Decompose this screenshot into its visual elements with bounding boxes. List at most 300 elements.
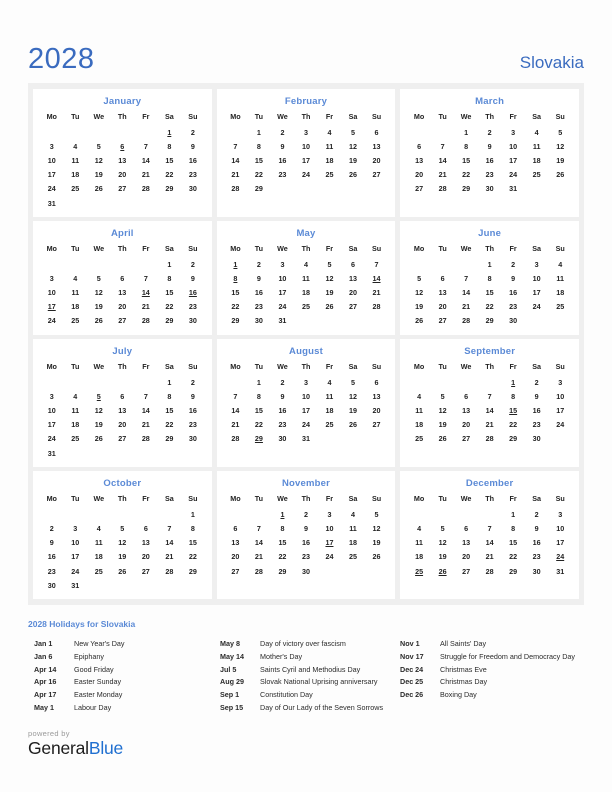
week-row — [224, 314, 389, 328]
day-cell: 23 — [532, 420, 541, 430]
day-cell-holiday: 5 — [96, 391, 101, 401]
day-cell: 24 — [301, 420, 310, 430]
weekday-header: Fr — [142, 362, 150, 372]
day-cell-empty — [431, 375, 455, 389]
day-cell: 26 — [438, 434, 447, 444]
day-cell: 22 — [462, 170, 471, 180]
page-title-year: 2028 — [28, 43, 95, 75]
weekday-header: Tu — [438, 244, 447, 254]
day-cell: 1 — [511, 509, 516, 519]
day-cell: 13 — [372, 141, 381, 151]
day-cell: 24 — [532, 302, 541, 312]
day-cell: 21 — [485, 420, 494, 430]
day-cell-empty — [548, 182, 572, 196]
holiday-column — [220, 638, 400, 714]
month-card-july — [33, 339, 212, 467]
day-cell-holiday: 8 — [233, 273, 238, 283]
day-cell: 19 — [415, 302, 424, 312]
holidays-section — [28, 619, 584, 714]
day-cell: 27 — [118, 184, 127, 194]
holiday-list-item — [34, 676, 220, 687]
day-cell: 16 — [278, 406, 287, 416]
week-row — [407, 403, 572, 417]
week-row — [224, 257, 389, 271]
day-cell-holiday: 26 — [438, 566, 447, 576]
day-cell: 2 — [511, 259, 516, 269]
month-title: March — [475, 96, 505, 107]
day-cell-empty — [134, 375, 158, 389]
weekday-header: Th — [485, 494, 495, 504]
day-cell: 3 — [73, 523, 78, 533]
week-row — [40, 432, 205, 446]
day-cell: 3 — [558, 509, 563, 519]
week-row — [224, 564, 389, 578]
day-cell: 30 — [509, 316, 518, 326]
day-cell: 23 — [278, 420, 287, 430]
month-table — [407, 492, 572, 578]
day-cell-empty — [271, 182, 295, 196]
day-cell-empty — [111, 375, 135, 389]
weekday-header: Tu — [438, 112, 447, 121]
month-card-october — [33, 471, 212, 599]
day-cell: 18 — [71, 420, 80, 430]
day-cell: 8 — [190, 523, 195, 533]
day-cell-empty — [111, 578, 135, 592]
day-cell-empty — [318, 564, 342, 578]
day-cell: 6 — [233, 523, 238, 533]
holiday-list-item — [400, 638, 584, 649]
holiday-name: Labour Day — [74, 702, 112, 712]
day-cell: 21 — [438, 170, 447, 180]
holiday-list-item — [34, 689, 220, 700]
weekday-header: Th — [117, 112, 127, 121]
day-cell-empty — [134, 257, 158, 271]
day-cell: 13 — [118, 406, 127, 416]
day-cell: 20 — [118, 420, 127, 430]
day-cell: 25 — [348, 552, 357, 562]
month-title: April — [111, 228, 134, 240]
day-cell: 6 — [374, 127, 379, 137]
day-cell: 7 — [487, 391, 492, 401]
day-cell-empty — [224, 507, 248, 521]
month-table — [224, 360, 389, 446]
weekday-header: Tu — [254, 112, 264, 121]
week-row — [407, 432, 572, 446]
day-cell: 19 — [438, 552, 447, 562]
day-cell: 17 — [71, 552, 80, 562]
weekday-header-row — [224, 110, 389, 125]
day-cell-holiday: 6 — [120, 141, 125, 151]
day-cell: 7 — [143, 391, 148, 401]
day-cell-empty — [454, 507, 478, 521]
day-cell: 8 — [487, 273, 492, 283]
month-card-march — [400, 89, 579, 217]
day-cell: 11 — [71, 155, 80, 165]
day-cell-holiday: 1 — [511, 377, 516, 387]
month-card-november — [217, 471, 396, 599]
day-cell: 25 — [556, 302, 565, 312]
week-row — [407, 139, 572, 153]
day-cell: 23 — [509, 302, 518, 312]
day-cell: 15 — [165, 406, 174, 416]
holiday-list-item — [34, 702, 220, 713]
holiday-list-item — [34, 664, 220, 675]
holiday-name: Day of Our Lady of the Seven Sorrows — [260, 702, 384, 712]
day-cell: 16 — [278, 155, 287, 165]
day-cell: 23 — [485, 170, 494, 180]
weekday-header: Su — [188, 362, 198, 372]
day-cell: 6 — [440, 273, 445, 283]
day-cell: 20 — [372, 155, 381, 165]
weekday-header: Su — [188, 112, 198, 121]
day-cell-empty — [407, 507, 431, 521]
day-cell: 9 — [49, 538, 54, 548]
day-cell: 12 — [94, 288, 103, 298]
day-cell: 5 — [120, 523, 125, 533]
week-row — [40, 257, 205, 271]
weekday-header: Th — [117, 244, 127, 254]
month-table — [407, 242, 572, 328]
day-cell: 27 — [415, 184, 424, 194]
day-cell: 3 — [558, 377, 563, 387]
day-cell: 12 — [372, 523, 381, 533]
day-cell: 6 — [374, 377, 379, 387]
weekday-header: Su — [188, 244, 198, 254]
day-cell: 9 — [190, 391, 195, 401]
weekday-header-row — [224, 360, 389, 375]
day-cell: 31 — [47, 448, 56, 458]
day-cell: 28 — [438, 184, 447, 194]
day-cell: 3 — [303, 377, 308, 387]
holiday-name: New Year's Day — [74, 639, 125, 649]
day-cell: 12 — [118, 538, 127, 548]
day-cell: 20 — [141, 552, 150, 562]
day-cell: 1 — [167, 259, 172, 269]
day-cell: 14 — [254, 538, 263, 548]
day-cell: 4 — [350, 509, 355, 519]
day-cell: 19 — [556, 155, 565, 165]
day-cell: 27 — [118, 434, 127, 444]
day-cell-holiday: 17 — [47, 302, 56, 312]
day-cell: 22 — [188, 552, 197, 562]
day-cell: 11 — [415, 406, 423, 416]
day-cell: 2 — [49, 523, 54, 533]
day-cell: 5 — [440, 523, 445, 533]
day-cell-empty — [341, 432, 365, 446]
day-cell-empty — [158, 446, 182, 460]
weekday-header-row — [407, 242, 572, 257]
weekday-header: Su — [555, 244, 565, 254]
day-cell: 5 — [96, 141, 101, 151]
page-title-country: Slovakia — [519, 53, 584, 72]
weekday-header: Mo — [413, 244, 425, 254]
week-row — [407, 168, 572, 182]
day-cell: 26 — [556, 170, 565, 180]
day-cell: 11 — [325, 141, 334, 151]
day-cell: 28 — [141, 434, 150, 444]
day-cell: 8 — [167, 391, 172, 401]
week-row — [407, 550, 572, 564]
day-cell: 22 — [509, 420, 518, 430]
day-cell: 18 — [556, 288, 565, 298]
week-row — [40, 536, 205, 550]
day-cell: 19 — [94, 170, 103, 180]
day-cell: 16 — [509, 288, 518, 298]
week-row — [40, 521, 205, 535]
holiday-date: Dec 26 — [400, 689, 424, 699]
weekday-header: We — [277, 494, 288, 504]
day-cell: 18 — [71, 302, 80, 312]
week-row — [407, 125, 572, 139]
day-cell: 30 — [485, 184, 494, 194]
weekday-header-row — [40, 360, 205, 375]
day-cell: 18 — [532, 155, 541, 165]
month-table — [40, 360, 205, 460]
day-cell: 29 — [231, 316, 240, 326]
day-cell: 22 — [254, 420, 263, 430]
day-cell: 3 — [534, 259, 539, 269]
day-cell: 21 — [231, 170, 240, 180]
day-cell-empty — [454, 375, 478, 389]
day-cell-empty — [407, 257, 431, 271]
weekday-header: Tu — [438, 362, 447, 372]
day-cell: 28 — [141, 184, 150, 194]
weekday-header: Fr — [509, 362, 517, 372]
day-cell: 11 — [532, 141, 541, 151]
day-cell-empty — [40, 507, 64, 521]
day-cell: 30 — [47, 580, 56, 590]
day-cell: 19 — [94, 302, 103, 312]
day-cell-empty — [111, 196, 135, 210]
day-cell: 9 — [190, 141, 195, 151]
week-row — [407, 257, 572, 271]
day-cell: 18 — [325, 406, 334, 416]
week-row — [40, 418, 205, 432]
day-cell: 5 — [440, 391, 445, 401]
day-cell: 2 — [280, 127, 285, 137]
day-cell: 10 — [556, 391, 565, 401]
day-cell: 11 — [556, 273, 565, 283]
holiday-list-item — [220, 702, 400, 713]
day-cell: 22 — [485, 302, 494, 312]
day-cell: 6 — [143, 523, 148, 533]
day-cell: 28 — [485, 566, 494, 576]
weekday-header: Tu — [71, 112, 80, 121]
day-cell: 14 — [141, 406, 150, 416]
day-cell-empty — [478, 507, 502, 521]
day-cell: 11 — [71, 288, 80, 298]
holiday-name: Good Friday — [74, 664, 114, 674]
week-row — [224, 521, 389, 535]
week-row — [224, 168, 389, 182]
day-cell: 7 — [233, 141, 238, 151]
weekday-header: Tu — [71, 244, 80, 254]
day-cell: 12 — [348, 391, 357, 401]
weekday-header: Sa — [532, 494, 542, 504]
weekday-header: Fr — [142, 244, 150, 254]
week-row — [40, 271, 205, 285]
day-cell-empty — [525, 314, 549, 328]
day-cell: 14 — [462, 288, 471, 298]
holiday-name: Christmas Eve — [440, 664, 487, 674]
weekday-header: We — [460, 494, 472, 504]
week-row — [40, 125, 205, 139]
day-cell: 20 — [438, 302, 447, 312]
day-cell: 21 — [141, 302, 150, 312]
day-cell: 21 — [254, 552, 263, 562]
day-cell-empty — [294, 314, 318, 328]
weekday-header: We — [460, 244, 472, 254]
day-cell-empty — [407, 125, 431, 139]
day-cell-empty — [247, 507, 271, 521]
day-cell: 20 — [118, 302, 127, 312]
week-row — [407, 182, 572, 196]
footer-branding — [28, 729, 123, 758]
day-cell-empty — [454, 257, 478, 271]
day-cell: 24 — [556, 420, 565, 430]
day-cell: 13 — [438, 288, 447, 298]
weekday-header: Th — [485, 112, 495, 121]
holiday-name: Slovak National Uprising anniversary — [260, 677, 378, 687]
day-cell-holiday: 1 — [233, 259, 238, 269]
holiday-date: Nov 17 — [400, 651, 424, 661]
day-cell: 26 — [415, 316, 424, 326]
week-row — [407, 418, 572, 432]
weekday-header: Th — [485, 362, 495, 372]
day-cell: 14 — [141, 155, 150, 165]
day-cell: 10 — [556, 523, 565, 533]
day-cell: 6 — [464, 391, 469, 401]
day-cell: 10 — [509, 141, 518, 151]
day-cell: 9 — [487, 141, 492, 151]
day-cell-empty — [134, 446, 158, 460]
day-cell: 7 — [374, 259, 379, 269]
day-cell: 2 — [303, 509, 308, 519]
weekday-header: Th — [301, 244, 311, 254]
week-row — [224, 432, 389, 446]
weekday-header: Sa — [348, 494, 358, 504]
day-cell-empty — [134, 125, 158, 139]
day-cell: 28 — [165, 566, 174, 576]
day-cell: 5 — [374, 509, 379, 519]
day-cell-empty — [341, 564, 365, 578]
day-cell-empty — [318, 182, 342, 196]
day-cell: 27 — [118, 316, 127, 326]
day-cell: 22 — [231, 302, 240, 312]
day-cell: 19 — [118, 552, 127, 562]
day-cell: 2 — [190, 377, 195, 387]
holiday-date: Apr 17 — [34, 689, 57, 699]
weekday-header: Mo — [230, 494, 241, 504]
week-row — [40, 507, 205, 521]
day-cell: 20 — [415, 170, 424, 180]
day-cell: 12 — [415, 288, 424, 298]
month-title: October — [103, 478, 142, 490]
day-cell: 17 — [556, 406, 565, 416]
day-cell-holiday: 1 — [280, 509, 285, 519]
holiday-list-item — [400, 664, 584, 675]
holiday-list-item — [220, 651, 400, 662]
day-cell: 10 — [47, 288, 56, 298]
day-cell: 15 — [509, 538, 518, 548]
day-cell: 29 — [165, 184, 174, 194]
week-row — [40, 578, 205, 592]
weekday-header: Sa — [348, 112, 358, 121]
month-table — [40, 492, 205, 592]
day-cell: 28 — [231, 184, 240, 194]
day-cell: 13 — [141, 538, 150, 548]
day-cell: 25 — [301, 302, 310, 312]
day-cell: 21 — [485, 552, 494, 562]
weekday-header: Mo — [413, 494, 425, 504]
holiday-name: Christmas Day — [440, 677, 488, 687]
month-title: January — [103, 96, 142, 107]
holiday-date: May 1 — [34, 702, 54, 712]
day-cell: 21 — [231, 420, 240, 430]
month-card-may — [217, 221, 396, 335]
day-cell: 3 — [49, 391, 54, 401]
day-cell: 5 — [350, 127, 355, 137]
holiday-list-item — [400, 676, 584, 687]
week-row — [40, 139, 205, 153]
day-cell: 12 — [438, 406, 447, 416]
week-row — [40, 389, 205, 403]
day-cell: 17 — [47, 420, 56, 430]
weekday-header: Th — [485, 244, 495, 254]
holiday-date: Nov 1 — [400, 639, 420, 649]
day-cell: 20 — [348, 288, 357, 298]
holiday-column — [34, 638, 220, 714]
weekday-header: Fr — [509, 494, 517, 504]
day-cell: 3 — [49, 273, 54, 283]
day-cell: 30 — [532, 566, 541, 576]
weekday-header: Sa — [348, 362, 358, 372]
week-row — [224, 300, 389, 314]
day-cell: 12 — [94, 155, 103, 165]
day-cell-empty — [111, 257, 135, 271]
month-table — [40, 242, 205, 328]
day-cell: 28 — [485, 434, 494, 444]
week-row — [40, 314, 205, 328]
day-cell: 14 — [231, 155, 240, 165]
holiday-date: Jan 6 — [34, 651, 53, 661]
day-cell: 30 — [532, 434, 541, 444]
day-cell-empty — [40, 375, 64, 389]
day-cell: 8 — [511, 391, 516, 401]
day-cell: 7 — [440, 141, 445, 151]
week-row — [407, 286, 572, 300]
day-cell: 23 — [188, 420, 197, 430]
month-card-april — [33, 221, 212, 335]
day-cell: 17 — [556, 538, 565, 548]
weekday-header: Th — [301, 362, 311, 372]
weekday-header: Tu — [254, 362, 264, 372]
holiday-column — [400, 638, 584, 714]
day-cell-empty — [365, 182, 389, 196]
holiday-name: Boxing Day — [440, 689, 477, 699]
day-cell: 10 — [71, 538, 80, 548]
week-row — [224, 153, 389, 167]
day-cell: 10 — [47, 406, 56, 416]
weekday-header: We — [93, 494, 105, 504]
week-row — [407, 521, 572, 535]
week-row — [224, 125, 389, 139]
day-cell: 26 — [118, 566, 127, 576]
day-cell-empty — [158, 578, 182, 592]
day-cell: 4 — [417, 391, 422, 401]
month-table — [407, 360, 572, 446]
day-cell: 12 — [556, 141, 565, 151]
